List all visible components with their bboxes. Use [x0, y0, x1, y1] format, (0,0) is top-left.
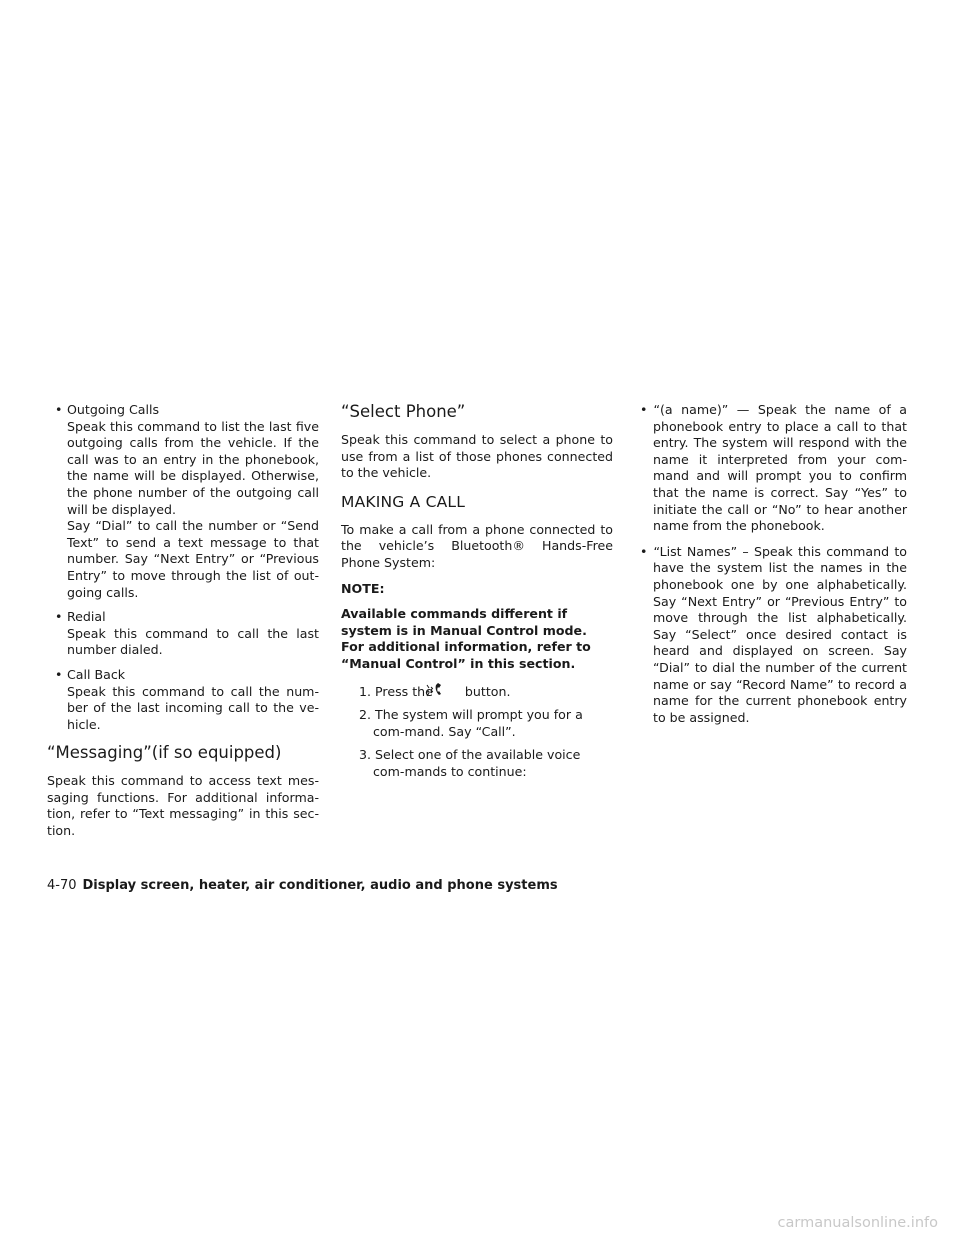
column-right: [633, 402, 907, 735]
step-text-post: button.: [464, 683, 511, 699]
item-title: Call Back: [67, 666, 126, 682]
messaging-text: Speak this command to access text mes-saging functions. For additional informa-tion, refer to “Text messaging” in this sec-tion.: [47, 773, 319, 839]
bullet: •: [55, 666, 63, 682]
list-item-redial: [47, 609, 319, 659]
phone-voice-icon: [439, 682, 459, 698]
making-a-call-text: To make a call from a phone connected to the vehicle’s Bluetooth® Hands-Free Phone System:: [341, 521, 613, 570]
watermark: carmanualsonline.info: [777, 1215, 938, 1231]
page-footer: [47, 878, 558, 894]
column-left: [47, 402, 319, 849]
item-text: “List Names” – Speak this command to have the system list the names in the phonebook one by one alphabetically. Say “Next Entry” or “Previous Entry” to move through the list alphabetically. Say “Select” once desired contact is heard and displayed on screen. Say “Dial” to dial the number of the current name or say “Record Name” to record a name for the current phonebook entry to be assigned.: [653, 543, 907, 725]
note-text: Available commands different if system is in Manual Control mode. For additional information, refer to “Manual Control” in this section.: [341, 606, 591, 671]
bullet: •: [55, 402, 63, 417]
step-2: [349, 707, 613, 740]
step-number: 3.: [359, 747, 372, 763]
item-title: Outgoing Calls: [67, 402, 160, 417]
bullet: •: [640, 402, 648, 417]
select-phone-text: Speak this command to select a phone to use from a list of those phones connected to the vehicle.: [341, 432, 613, 481]
bullet: •: [55, 609, 63, 625]
list-item-call-back: [47, 667, 319, 733]
item-text: Say “Dial” to call the number or “Send Text” to send a text message to that number. Say “Next Entry” or “Previous Entry” to move through the list of out-going calls.: [67, 518, 319, 600]
page-number: 4-70: [47, 878, 77, 893]
step-text: Select one of the available voice com-mands to continue:: [373, 747, 581, 779]
section-title: Display screen, heater, air conditioner, audio and phone systems: [82, 878, 558, 893]
step-1: [349, 682, 613, 701]
item-title: Redial: [67, 609, 106, 625]
step-text: The system will prompt you for a com-mand. Say “Call”.: [373, 707, 583, 739]
step-number: 1.: [359, 683, 372, 699]
column-middle: [341, 402, 613, 788]
step-3: [349, 747, 613, 780]
item-text: Speak this command to call the last number dialed.: [67, 625, 319, 658]
select-phone-heading: “Select Phone”: [341, 402, 466, 421]
bullet: •: [640, 543, 648, 559]
step-number: 2.: [359, 707, 372, 723]
item-text: Speak this command to call the num-ber of the last incoming call to the ve-hicle.: [67, 683, 319, 732]
item-text: Speak this command to list the last five outgoing calls from the vehicle. If the call was to an entry in the phonebook, the name will be displayed. Otherwise, the phone number of the outgoing call will be displayed.: [67, 418, 319, 517]
step-text-pre: Press the: [375, 683, 433, 699]
note-label: NOTE:: [341, 580, 385, 596]
item-text: “(a name)” — Speak the name of a phonebook entry to place a call to that entry. The system will respond with the name it interpreted from your com-mand and will prompt you to confirm that the name is correct. Say “Yes” to initiate the call or “No” to hear another name from the phonebook.: [653, 402, 907, 534]
list-item-a-name: [633, 402, 907, 535]
list-item-outgoing-calls: [47, 402, 319, 601]
messaging-heading: “Messaging”(if so equipped): [47, 743, 282, 763]
making-a-call-heading: MAKING A CALL: [341, 492, 466, 511]
list-item-list-names: [633, 544, 907, 727]
